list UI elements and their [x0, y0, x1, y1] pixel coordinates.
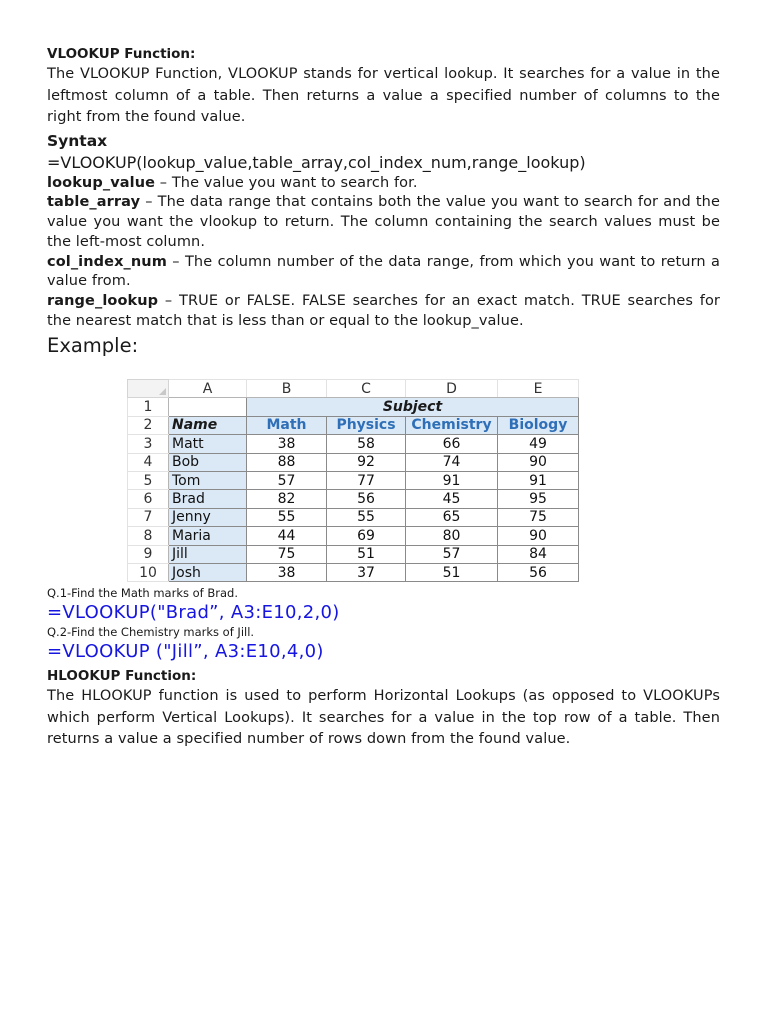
sheet-row	[128, 416, 579, 434]
row-number: 9	[128, 545, 169, 563]
column-header-e: E	[498, 380, 579, 398]
sheet-row	[128, 398, 579, 416]
arg-desc: – The data range that contains both the value you want to search for and the value you want the vlookup to return. The column containing the search values must be the left-most column.	[47, 194, 720, 250]
questions-section	[47, 586, 720, 751]
column-header-a: A	[169, 380, 247, 398]
table-row	[128, 563, 579, 581]
syntax-heading: Syntax	[47, 131, 108, 150]
arg-desc: – The column number of the data range, from which you want to return a value from.	[47, 253, 720, 290]
hlookup-intro: The HLOOKUP function is used to perform Horizontal Lookups (as opposed to VLOOKUPs which perform Vertical Lookups). It searches for a value in the top row of a table. Then returns a value a specified number of rows down from the found value.	[47, 688, 720, 747]
score-cell: 69	[327, 527, 406, 545]
score-cell: 88	[247, 453, 327, 471]
score-cell: 91	[406, 471, 498, 489]
vlookup-intro: The VLOOKUP Function, VLOOKUP stands for vertical lookup. It searches for a value in the leftmost column of a table. Then returns a value a specified number of columns to the right from the found value.	[47, 66, 720, 125]
arg-col-index-num	[47, 253, 720, 293]
corner-triangle-icon	[159, 388, 166, 395]
question-2: Q.2-Find the Chemistry marks of Jill.	[47, 625, 255, 639]
score-cell: 56	[327, 490, 406, 508]
score-cell: 91	[498, 471, 579, 489]
empty-cell	[169, 398, 247, 416]
table-row	[128, 490, 579, 508]
score-cell: 75	[498, 508, 579, 526]
name-cell: Matt	[169, 435, 247, 453]
score-cell: 58	[327, 435, 406, 453]
score-cell: 74	[406, 453, 498, 471]
name-cell: Jenny	[169, 508, 247, 526]
name-cell: Jill	[169, 545, 247, 563]
select-all-corner	[128, 380, 169, 398]
score-cell: 80	[406, 527, 498, 545]
name-header: Name	[169, 416, 247, 434]
score-cell: 90	[498, 453, 579, 471]
subject-header: Physics	[327, 416, 406, 434]
column-header-row	[128, 380, 579, 398]
vlookup-heading: VLOOKUP Function:	[47, 46, 196, 62]
table-row	[128, 453, 579, 471]
arg-term: table_array	[47, 194, 141, 211]
score-cell: 55	[247, 508, 327, 526]
score-cell: 95	[498, 490, 579, 508]
subject-header: Biology	[498, 416, 579, 434]
score-cell: 65	[406, 508, 498, 526]
row-number: 6	[128, 490, 169, 508]
arg-term: lookup_value	[47, 174, 156, 191]
table-row	[128, 471, 579, 489]
arg-table-array	[47, 193, 720, 252]
score-cell: 57	[247, 471, 327, 489]
score-cell: 57	[406, 545, 498, 563]
score-cell: 38	[247, 563, 327, 581]
table-row	[128, 435, 579, 453]
arg-desc: – TRUE or FALSE. FALSE searches for an exact match. TRUE searches for the nearest match that is less than or equal to the lookup_value.	[47, 293, 720, 330]
row-number: 10	[128, 563, 169, 581]
score-cell: 37	[327, 563, 406, 581]
score-cell: 84	[498, 545, 579, 563]
column-header-b: B	[247, 380, 327, 398]
name-cell: Brad	[169, 490, 247, 508]
table-row	[128, 527, 579, 545]
row-number: 2	[128, 416, 169, 434]
score-cell: 56	[498, 563, 579, 581]
score-cell: 92	[327, 453, 406, 471]
syntax-formula: =VLOOKUP(lookup_value,table_array,col_index_num,range_lookup)	[47, 152, 586, 172]
score-cell: 90	[498, 527, 579, 545]
name-cell: Bob	[169, 453, 247, 471]
score-cell: 55	[327, 508, 406, 526]
row-number: 7	[128, 508, 169, 526]
example-heading: Example:	[47, 333, 139, 357]
score-cell: 75	[247, 545, 327, 563]
subject-group-header: Subject	[247, 398, 579, 416]
score-cell: 77	[327, 471, 406, 489]
spreadsheet-example	[127, 379, 579, 582]
name-cell: Maria	[169, 527, 247, 545]
score-cell: 51	[406, 563, 498, 581]
column-header-c: C	[327, 380, 406, 398]
score-cell: 82	[247, 490, 327, 508]
score-cell: 44	[247, 527, 327, 545]
score-cell: 49	[498, 435, 579, 453]
row-number: 4	[128, 453, 169, 471]
column-header-d: D	[406, 380, 498, 398]
row-number: 8	[128, 527, 169, 545]
question-1: Q.1-Find the Math marks of Brad.	[47, 586, 238, 600]
subject-header: Chemistry	[406, 416, 498, 434]
name-cell: Josh	[169, 563, 247, 581]
table-row	[128, 508, 579, 526]
arg-desc: – The value you want to search for.	[155, 174, 418, 191]
answer-1-formula: =VLOOKUP("Brad”, A3:E10,2,0)	[47, 602, 340, 623]
score-cell: 45	[406, 490, 498, 508]
name-cell: Tom	[169, 471, 247, 489]
table-row	[128, 545, 579, 563]
arg-term: range_lookup	[47, 293, 159, 310]
score-cell: 38	[247, 435, 327, 453]
row-number: 3	[128, 435, 169, 453]
arg-term: col_index_num	[47, 253, 167, 270]
arg-range-lookup	[47, 292, 720, 332]
arg-lookup-value	[47, 174, 720, 194]
answer-2-formula: =VLOOKUP ("Jill”, A3:E10,4,0)	[47, 641, 324, 662]
row-number: 1	[128, 398, 169, 416]
score-cell: 66	[406, 435, 498, 453]
score-cell: 51	[327, 545, 406, 563]
vlookup-section	[47, 44, 720, 359]
row-number: 5	[128, 471, 169, 489]
subject-header: Math	[247, 416, 327, 434]
hlookup-heading: HLOOKUP Function:	[47, 668, 197, 684]
